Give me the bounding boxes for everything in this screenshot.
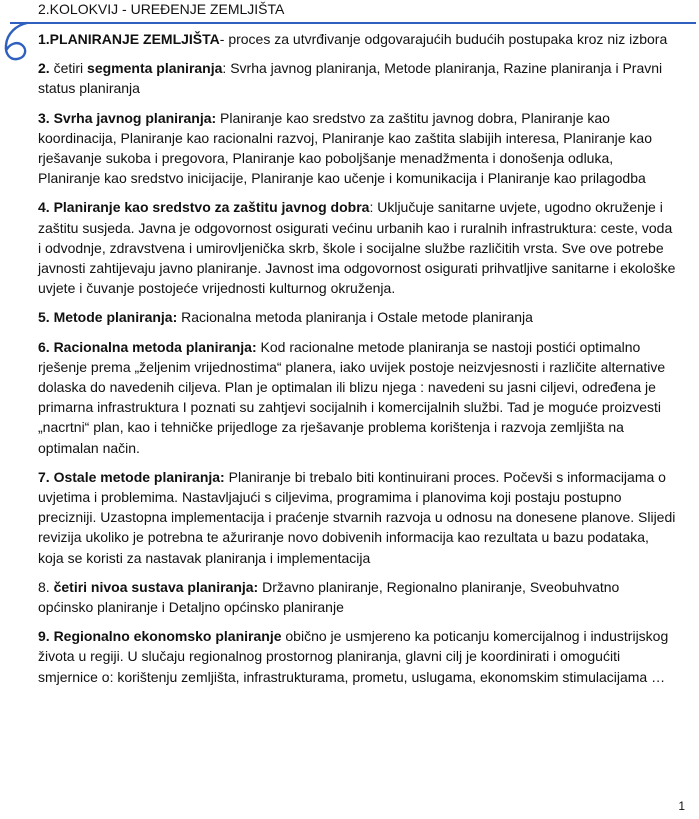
paragraph-3-text: Planiranje kao sredstvo za zaštitu javnog dobra, Planiranje kao koordinacija, Planiranje kao racionalni razvoj, Planiranje kao zaštita slabijih interesa, Planiranje kao rješavanje sukoba i pregovora, Planiranje kao poboljšanje menadžmenta i donošenja odluka, Planiranje kao sredstvo inicijacije, Planiranje kao učenje i komunikacija i Planiranje kao prilagodba bbox=[38, 109, 653, 187]
paragraph-2-text: : Svrha javnog planiranja, Metode planiranja, Razine planiranja i Pravni status planiranja bbox=[38, 60, 663, 97]
paragraph-8-heading: četiri nivoa sustava planiranja: bbox=[53, 578, 259, 595]
paragraph-6 bbox=[38, 337, 678, 458]
paragraph-5 bbox=[38, 307, 678, 327]
paragraph-7-text: Planiranje bi trebalo biti kontinuirani proces. Počevši s informacijama o uvjetima i problemima. Nastavljajući s ciljevima, programima i planovima koji postaju postupno precizniji. Uzastopna implementacija i praćenje stvarnih razvoja u odnosu na donesene planove. Slijedi revizija ukoliko je potrebna te ažuriranje novo dobivenih informacija kao rezultata u bazu podataka, koja se koristi za nastavak planiranja i implementacija bbox=[38, 468, 676, 566]
page-number: 1 bbox=[678, 799, 685, 813]
paragraph-6-heading: 6. Racionalna metoda planiranja: bbox=[38, 338, 257, 355]
paragraph-2-number: 2. bbox=[38, 60, 50, 77]
paragraph-2-mid: četiri bbox=[49, 60, 88, 77]
paragraph-2 bbox=[38, 58, 678, 98]
paragraph-5-text: Racionalna metoda planiranja i Ostale metode planiranja bbox=[177, 309, 533, 326]
paragraph-3 bbox=[38, 108, 678, 189]
paragraph-3-heading: 3. Svrha javnog planiranja: bbox=[38, 109, 217, 126]
paragraph-4-text: : Uključuje sanitarne uvjete, ugodno okruženje i zaštitu susjeda. Javna je odgovornost osigurati većinu urbanih kao i ruralnih infrastruktura: ceste, voda i odvodnje, zdravstvena i umirovljenička skrb, škole i socijalne službe različitih vrsta. Sve ove potrebe javnosti zahtijevaju javno planiranje. Javnost ima odgovornost osigurati prihvatljive sanitarne i ekološke uvjete i čuvanje postojeće vrijednosti kulturnog okruženja. bbox=[38, 199, 676, 297]
handwritten-six-mark bbox=[0, 19, 36, 63]
paragraph-4 bbox=[38, 197, 678, 298]
paragraph-8 bbox=[38, 577, 678, 617]
paragraph-1-text: - proces za utvrđivanje odgovarajućih budućih postupaka kroz niz izbora bbox=[219, 31, 668, 47]
paragraph-2-heading: segmenta planiranja bbox=[87, 60, 223, 77]
paragraph-5-heading: 5. Metode planiranja: bbox=[38, 309, 178, 326]
paragraph-6-text: Kod racionalne metode planiranja se nastoji postići optimalno rješenje prema „željenim vrijednostima“ planera, iako uvijek postoje neizvjesnosti i različite alternative dolaska do navedenih cilјeva. Plan je optimalan ili blizu njega : navedeni su jasni ciljevi, određena je primarna infrastruktura I poznati su zahtjevi socijalnih i komercijalnih službi. Tad je moguće proizvesti „nacrtni“ plan, kao i tehničke prijedloge za rješavanje problema korištenja i razvoja zemljišta na optimalan način. bbox=[38, 338, 666, 456]
document-body bbox=[38, 29, 678, 696]
document-header bbox=[10, 0, 696, 24]
document-title: 2.KOLOKVIJ - UREĐENJE ZEMLJIŠTA bbox=[38, 1, 285, 17]
paragraph-4-heading: 4. Planiranje kao sredstvo za zaštitu javnog dobra bbox=[38, 199, 370, 216]
paragraph-1 bbox=[38, 29, 678, 49]
paragraph-9-text: obično je usmjereno ka poticanju komercijalnog i industrijskog života u regiji. U slučaju regionalnog prostornog planiranja, glavni cilj je koordinirati i omogućiti smjernice o: korištenju zemljišta, infrastrukturama, prometu, uslugama, ekonomskim stimulacijama … bbox=[38, 628, 669, 685]
paragraph-9 bbox=[38, 626, 678, 687]
paragraph-8-number: 8. bbox=[38, 578, 54, 595]
paragraph-7 bbox=[38, 467, 678, 568]
paragraph-9-heading: 9. Regionalno ekonomsko planiranje bbox=[38, 628, 282, 645]
paragraph-7-heading: 7. Ostale metode planiranja: bbox=[38, 468, 225, 485]
paragraph-1-heading: 1.PLANIRANJE ZEMLJIŠTA bbox=[38, 31, 220, 47]
paragraph-8-text: Državno planiranje, Regionalno planiranje, Sveobuhvatno općinsko planiranje i Detaljno općinsko planiranje bbox=[38, 578, 620, 616]
